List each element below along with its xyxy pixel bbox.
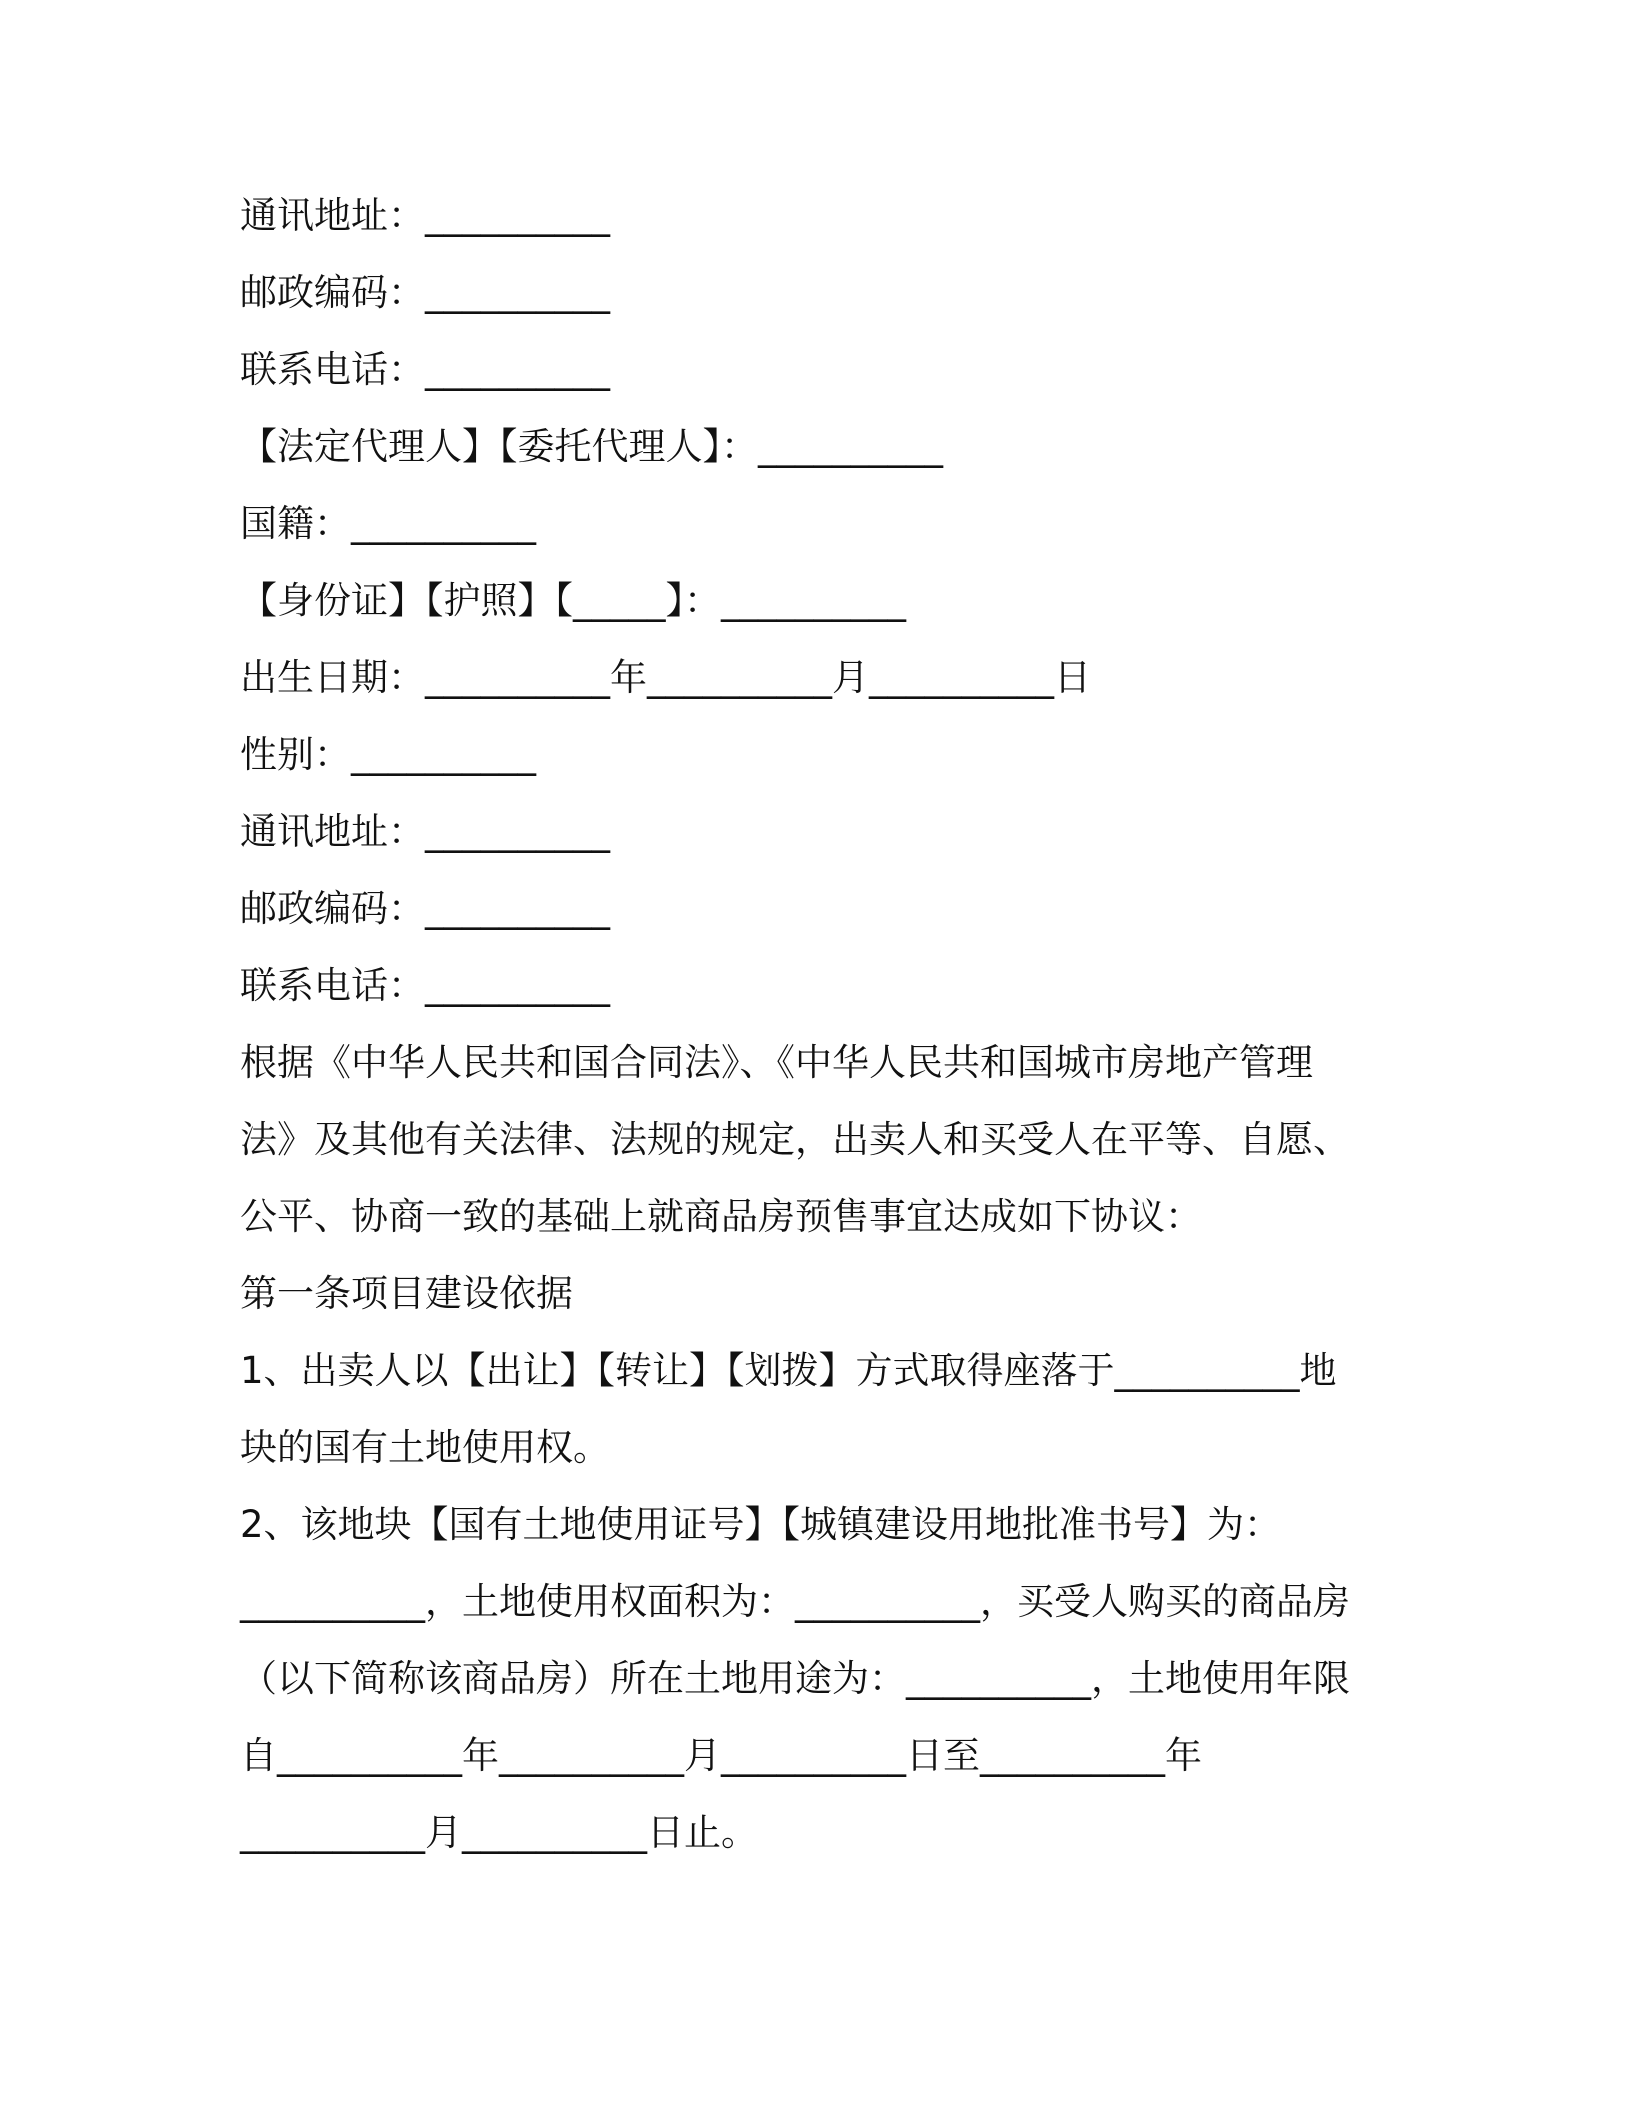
preamble-line-2: 法》及其他有关法律、法规的规定，出卖人和买受人在平等、自愿、 bbox=[240, 1118, 1350, 1161]
agent-postcode-line: 邮政编码：__________ bbox=[240, 887, 610, 930]
agent-address-line: 通讯地址：__________ bbox=[240, 810, 610, 853]
clause-1-line-1: 1、出卖人以【出让】【转让】【划拨】方式取得座落于__________地 bbox=[240, 1349, 1337, 1392]
nationality-line: 国籍：__________ bbox=[240, 502, 536, 545]
agent-phone-line: 联系电话：__________ bbox=[240, 964, 610, 1007]
clause-2-line-1: 2、该地块【国有土地使用证号】【城镇建设用地批准书号】为： bbox=[240, 1503, 1282, 1546]
seller-postcode-line: 邮政编码：__________ bbox=[240, 271, 610, 314]
id-document-line: 【身份证】【护照】【_____】：__________ bbox=[240, 579, 906, 622]
seller-phone-line: 联系电话：__________ bbox=[240, 348, 610, 391]
clause-2-line-2: __________，土地使用权面积为：__________，买受人购买的商品房 bbox=[240, 1580, 1350, 1623]
clause-1-line-2: 块的国有土地使用权。 bbox=[240, 1426, 610, 1469]
seller-address-line: 通讯地址：__________ bbox=[240, 194, 610, 237]
preamble-line-1: 根据《中华人民共和国合同法》、《中华人民共和国城市房地产管理 bbox=[240, 1041, 1313, 1084]
clause-2-line-4: 自__________年__________月__________日至__________年 bbox=[240, 1734, 1202, 1777]
clause-2-line-5: __________月__________日止。 bbox=[240, 1811, 758, 1854]
birth-date-line: 出生日期：__________年__________月__________日 bbox=[240, 656, 1091, 699]
gender-line: 性别：__________ bbox=[240, 733, 536, 776]
agent-line: 【法定代理人】【委托代理人】：__________ bbox=[240, 425, 943, 468]
article-1-heading: 第一条项目建设依据 bbox=[240, 1272, 573, 1315]
preamble-line-3: 公平、协商一致的基础上就商品房预售事宜达成如下协议： bbox=[240, 1195, 1202, 1238]
clause-2-line-3: （以下简称该商品房）所在土地用途为：__________，土地使用年限 bbox=[240, 1657, 1350, 1700]
